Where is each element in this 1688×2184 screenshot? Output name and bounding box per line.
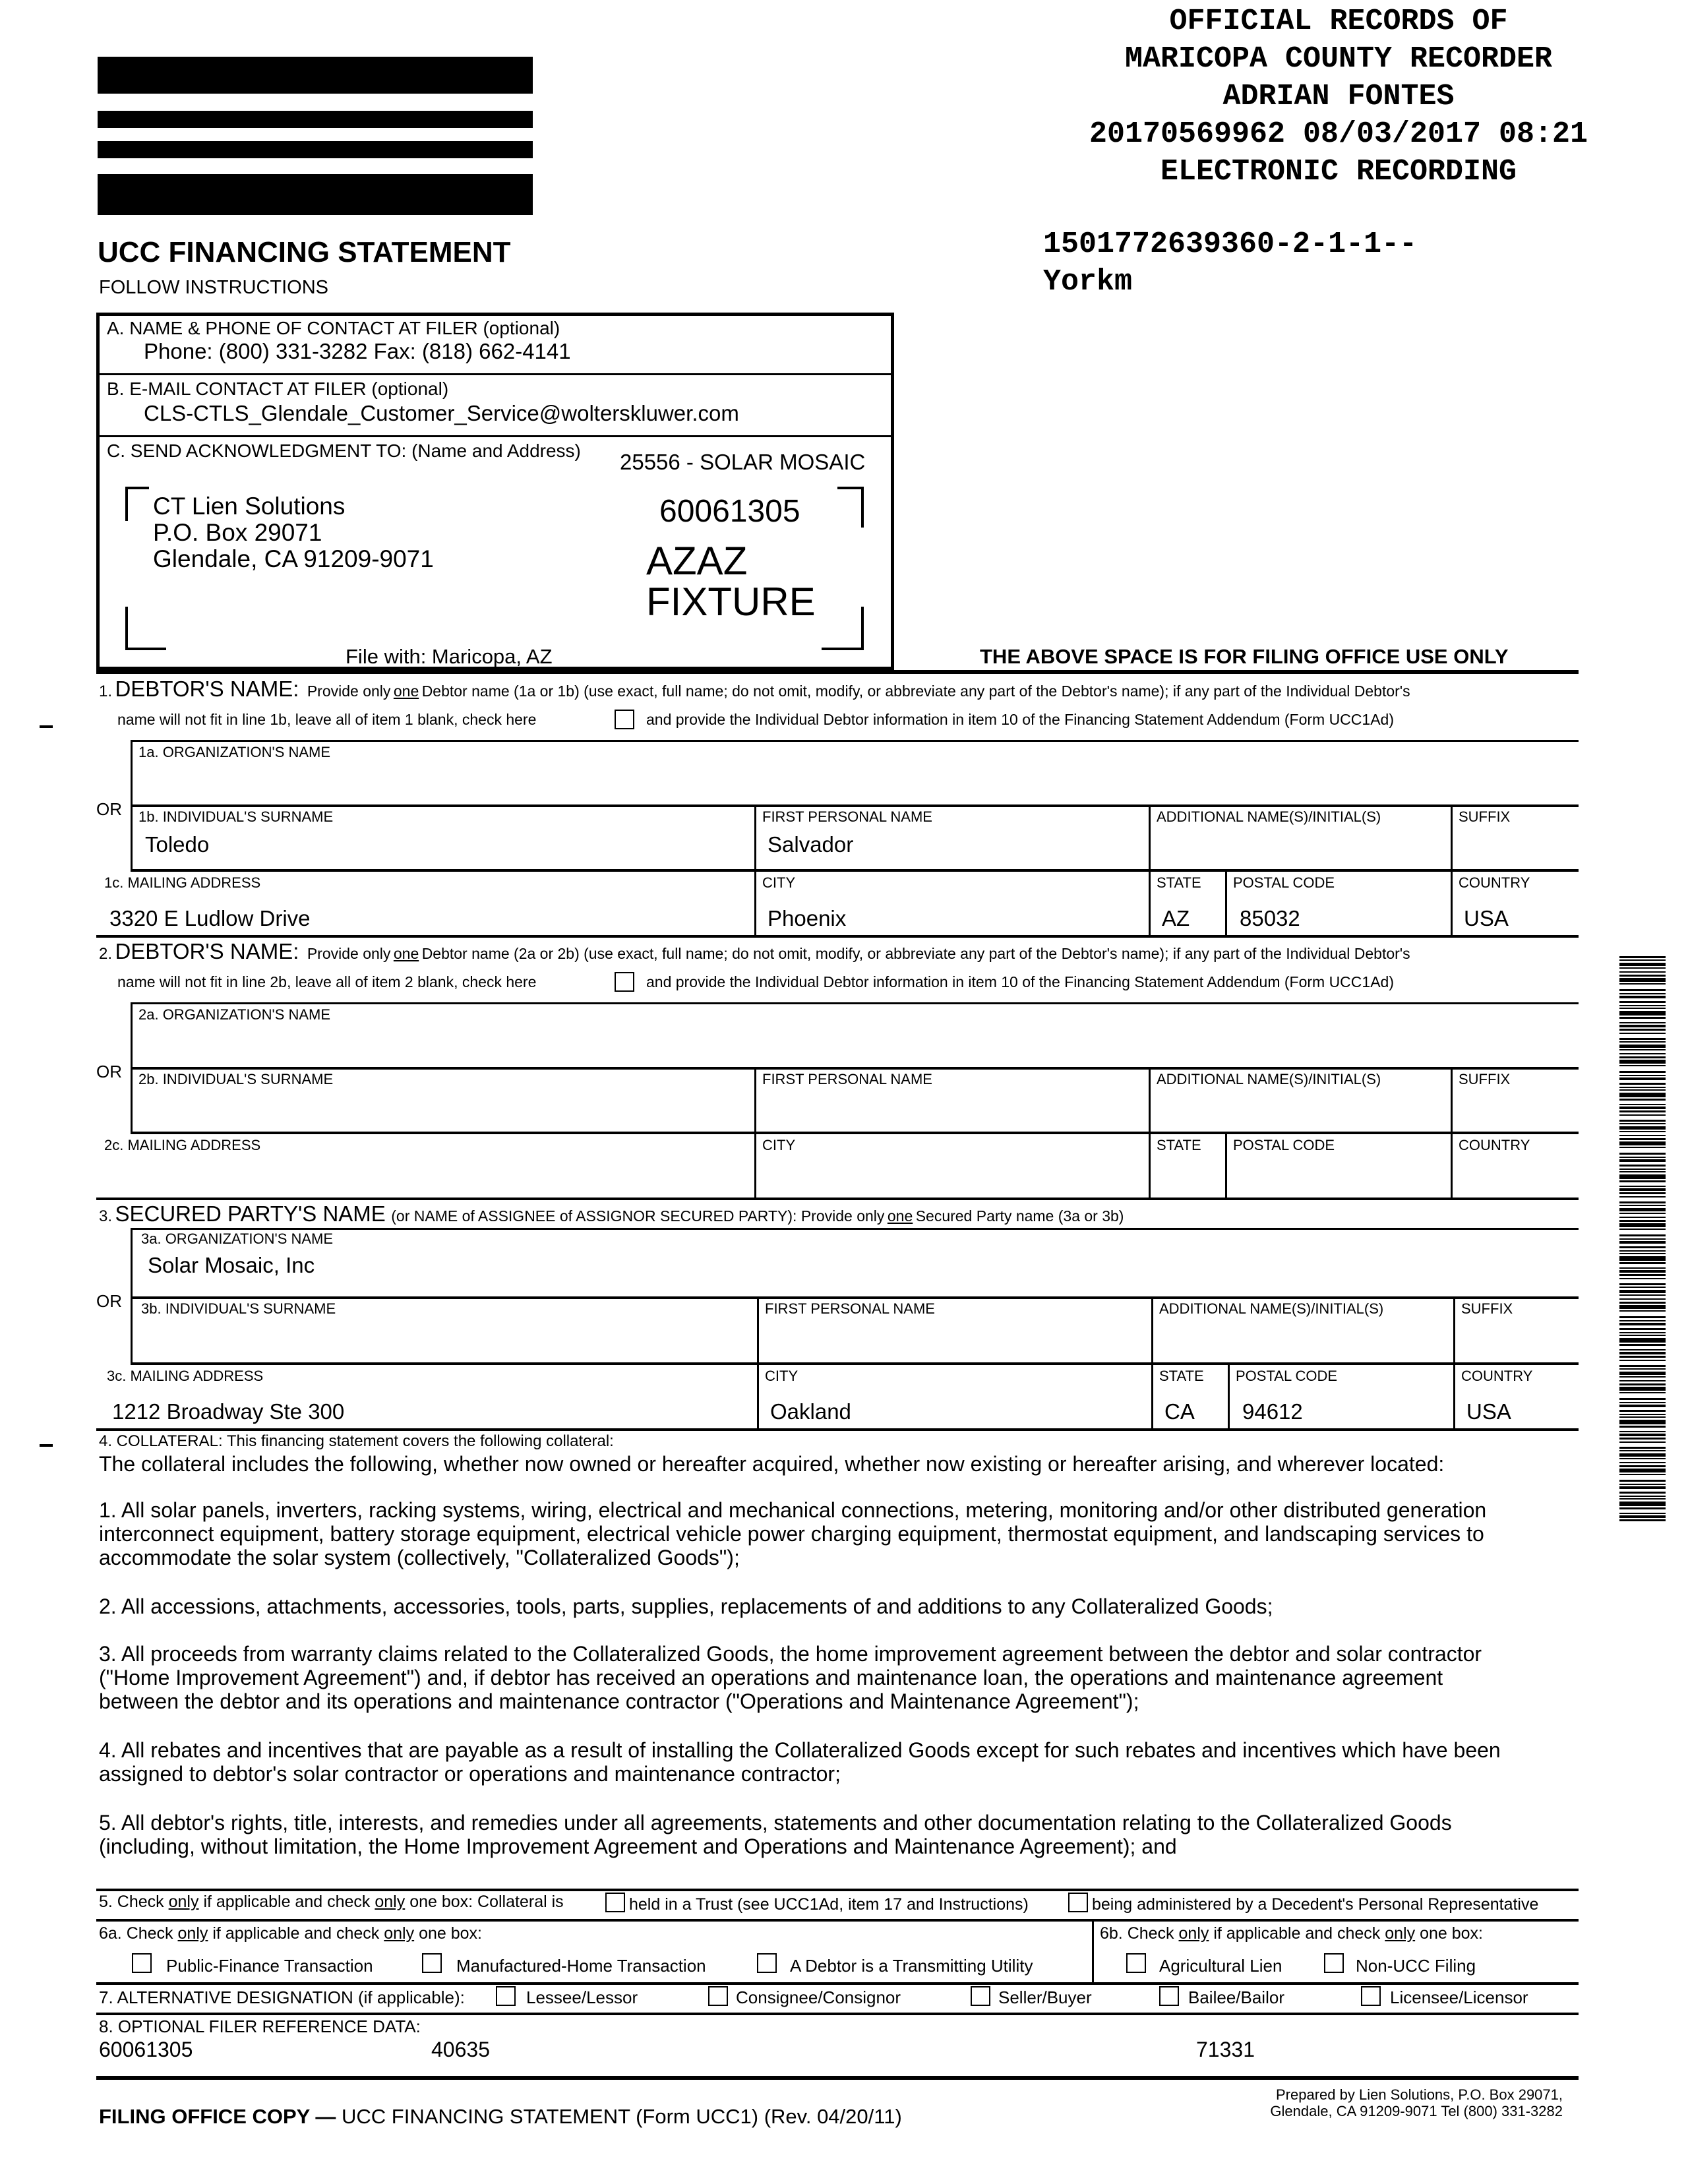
footer-form-name: FILING OFFICE COPY — UCC FINANCING STATEMENT (Form UCC1) (Rev. 04/20/11): [99, 2105, 902, 2128]
debtor1-state-label: STATE: [1157, 874, 1201, 891]
lessee-label: Lessee/Lessor: [526, 1987, 638, 2007]
debtor1-city: Phoenix: [768, 906, 847, 930]
item5-decedent-checkbox[interactable]: [1068, 1893, 1088, 1912]
item6b-label: 6b. Check only if applicable and check only one box:: [1100, 1924, 1483, 1943]
collateral-intro: The collateral includes the following, whether now owned or hereafter acquired, whether now existing or hereafter arising, and wherever located:: [99, 1452, 1445, 1476]
debtor2-surname-label: 2b. INDIVIDUAL'S SURNAME: [138, 1071, 334, 1087]
contact-b-label: B. E-MAIL CONTACT AT FILER (optional): [107, 379, 449, 399]
manufactured-home-checkbox[interactable]: [422, 1953, 442, 1973]
recorder-ref2: Yorkm: [1043, 265, 1133, 299]
recorder-line1: OFFICIAL RECORDS OF: [1169, 5, 1508, 38]
debtor1-mail: 3320 E Ludlow Drive: [109, 906, 311, 930]
contact-c-code: 25556 - SOLAR MOSAIC: [620, 450, 866, 474]
ack-name: CT Lien Solutions: [153, 493, 346, 520]
file-with: File with: Maricopa, AZ: [346, 645, 553, 668]
secured-surname-label: 3b. INDIVIDUAL'S SURNAME: [141, 1300, 336, 1317]
debtor1-suffix-label: SUFFIX: [1459, 808, 1511, 825]
collateral-p3-line1: 3. All proceeds from warranty claims related to the Collateralized Goods, the home improvement agreement between the debtor and solar contractor: [99, 1642, 1482, 1666]
ack-azaz: AZAZ: [646, 539, 748, 583]
lessee-checkbox[interactable]: [496, 1986, 516, 2006]
transmitting-utility-checkbox[interactable]: [757, 1953, 777, 1973]
item8-value2: 40635: [431, 2038, 490, 2061]
debtor2-postal-label: POSTAL CODE: [1233, 1137, 1335, 1153]
consignee-checkbox[interactable]: [708, 1986, 728, 2006]
debtor2-instr-line2b: and provide the Individual Debtor information in item 10 of the Financing Statement Addendum (Form UCC1Ad): [646, 973, 1394, 990]
debtor1-surname-label: 1b. INDIVIDUAL'S SURNAME: [138, 808, 334, 825]
collateral-p1-line2: interconnect equipment, battery storage equipment, electrical vehicle power charging equipment, thermostat equipment, and landscaping services to: [99, 1522, 1484, 1546]
debtor1-city-label: CITY: [762, 874, 796, 891]
secured-country: USA: [1466, 1399, 1511, 1424]
debtor2-first-label: FIRST PERSONAL NAME: [762, 1071, 932, 1087]
recorder-ref: [1043, 226, 1417, 301]
debtor2-org-label: 2a. ORGANIZATION'S NAME: [138, 1006, 331, 1023]
collateral-text: [99, 1452, 1576, 1858]
item8-value1: 60061305: [99, 2038, 193, 2061]
ack-address: [153, 493, 434, 572]
debtor2-individual-checkbox[interactable]: [615, 972, 634, 992]
filing-office-space: THE ABOVE SPACE IS FOR FILING OFFICE USE ONLY: [980, 645, 1509, 668]
debtor1-first: Salvador: [768, 832, 854, 857]
agricultural-lien-checkbox[interactable]: [1126, 1953, 1146, 1973]
debtor2-mail-label: 2c. MAILING ADDRESS: [104, 1137, 261, 1153]
ack-codes: [646, 541, 816, 622]
ack-fixture: FIXTURE: [646, 580, 816, 624]
follow-instructions: FOLLOW INSTRUCTIONS: [99, 277, 329, 298]
non-ucc-label: Non-UCC Filing: [1356, 1956, 1476, 1976]
recorder-line2: MARICOPA COUNTY RECORDER: [1124, 42, 1553, 76]
item7-label: 7. ALTERNATIVE DESIGNATION (if applicable):: [99, 1987, 465, 2007]
contact-a-label: A. NAME & PHONE OF CONTACT AT FILER (optional): [107, 318, 560, 338]
debtor1-first-label: FIRST PERSONAL NAME: [762, 808, 932, 825]
recorder-line4: 20170569962 08/03/2017 08:21: [1089, 117, 1588, 151]
agricultural-lien-label: Agricultural Lien: [1159, 1956, 1282, 1976]
secured-heading: 3. SECURED PARTY'S NAME (or NAME of ASSIGNEE of ASSIGNOR SECURED PARTY): Provide only one Secured Party name (3a or 3b): [99, 1201, 1124, 1226]
margin-mark: [40, 725, 53, 728]
footer-prepared-by: Prepared by Lien Solutions, P.O. Box 29071, Glendale, CA 91209-9071 Tel (800) 331-3282: [1270, 2086, 1563, 2119]
recorder-line3: ADRIAN FONTES: [1222, 80, 1455, 113]
licensee-label: Licensee/Licensor: [1390, 1987, 1528, 2007]
secured-postal-label: POSTAL CODE: [1236, 1368, 1338, 1384]
debtor2-instr-line2: name will not fit in line 2b, leave all of item 2 blank, check here: [117, 973, 537, 990]
debtor1-instr-line2b: and provide the Individual Debtor information in item 10 of the Financing Statement Addendum (Form UCC1Ad): [646, 711, 1394, 728]
debtor2-addl-label: ADDITIONAL NAME(S)/INITIAL(S): [1157, 1071, 1381, 1087]
debtor1-heading: 1. DEBTOR'S NAME: Provide only one Debtor name (1a or 1b) (use exact, full name; do not omit, modify, or abbreviate any part of the Debtor's name); if any part of the Individual Debtor's: [99, 677, 1410, 701]
debtor2-city-label: CITY: [762, 1137, 796, 1153]
collateral-p1-line3: accommodate the solar system (collectively, "Collateralized Goods");: [99, 1546, 740, 1569]
seller-label: Seller/Buyer: [998, 1987, 1092, 2007]
item5-trust-checkbox[interactable]: [605, 1893, 625, 1912]
item8-label: 8. OPTIONAL FILER REFERENCE DATA:: [99, 2017, 421, 2036]
licensee-checkbox[interactable]: [1361, 1986, 1381, 2006]
secured-or: OR: [96, 1291, 122, 1311]
debtor1-postal: 85032: [1240, 906, 1300, 930]
item5-label: 5. Check only if applicable and check only one box: Collateral is: [99, 1893, 564, 1911]
item5-trust-label: held in a Trust (see UCC1Ad, item 17 and Instructions): [629, 1895, 1029, 1914]
consignee-label: Consignee/Consignor: [736, 1987, 901, 2007]
recorder-stamp: [1002, 3, 1675, 191]
secured-state: CA: [1164, 1399, 1195, 1424]
ack-number: 60061305: [659, 494, 800, 529]
secured-city-label: CITY: [765, 1368, 799, 1384]
secured-mail-label: 3c. MAILING ADDRESS: [107, 1368, 264, 1384]
debtor2-state-label: STATE: [1157, 1137, 1201, 1153]
debtor1-org-label: 1a. ORGANIZATION'S NAME: [138, 744, 331, 760]
debtor2-country-label: COUNTRY: [1459, 1137, 1530, 1153]
debtor1-postal-label: POSTAL CODE: [1233, 874, 1335, 891]
recorder-line5: ELECTRONIC RECORDING: [1160, 155, 1517, 189]
secured-country-label: COUNTRY: [1461, 1368, 1533, 1384]
public-finance-checkbox[interactable]: [132, 1953, 152, 1973]
debtor1-or: OR: [96, 799, 122, 819]
bailee-checkbox[interactable]: [1159, 1986, 1179, 2006]
seller-checkbox[interactable]: [971, 1986, 990, 2006]
secured-state-label: STATE: [1159, 1368, 1204, 1384]
transmitting-utility-label: A Debtor is a Transmitting Utility: [790, 1956, 1033, 1976]
ack-addr1: P.O. Box 29071: [153, 519, 322, 546]
collateral-p4-line2: assigned to debtor's solar contractor or operations and maintenance contractor;: [99, 1762, 841, 1786]
secured-postal: 94612: [1242, 1399, 1303, 1424]
contact-b-value: CLS-CTLS_Glendale_Customer_Service@wolterskluwer.com: [144, 401, 739, 425]
secured-addl-label: ADDITIONAL NAME(S)/INITIAL(S): [1159, 1300, 1384, 1317]
barcode: [1619, 956, 1666, 1530]
collateral-p2-line1: 2. All accessions, attachments, accessories, tools, parts, supplies, replacements of and additions to any Collateralized Goods;: [99, 1594, 1273, 1618]
debtor1-mail-label: 1c. MAILING ADDRESS: [104, 874, 261, 891]
debtor1-individual-checkbox[interactable]: [615, 710, 634, 729]
secured-city: Oakland: [770, 1399, 851, 1424]
secured-mail: 1212 Broadway Ste 300: [112, 1399, 345, 1424]
debtor1-country: USA: [1464, 906, 1509, 930]
debtor2-suffix-label: SUFFIX: [1459, 1071, 1511, 1087]
bailee-label: Bailee/Bailor: [1188, 1987, 1284, 2007]
item6a-label: 6a. Check only if applicable and check only one box:: [99, 1924, 482, 1943]
secured-org: Solar Mosaic, Inc: [148, 1253, 315, 1277]
debtor1-addl-label: ADDITIONAL NAME(S)/INITIAL(S): [1157, 808, 1381, 825]
recorder-ref1: 1501772639360-2-1-1--: [1043, 228, 1418, 261]
collateral-label: 4. COLLATERAL: This financing statement covers the following collateral:: [99, 1432, 614, 1450]
debtor1-state: AZ: [1162, 906, 1190, 930]
item5-decedent-label: being administered by a Decedent's Personal Representative: [1092, 1895, 1539, 1914]
collateral-p1-line1: 1. All solar panels, inverters, racking systems, wiring, electrical and mechanical connections, metering, monitoring and/or other distributed generation: [99, 1498, 1487, 1522]
page-title: UCC FINANCING STATEMENT: [98, 236, 511, 268]
debtor1-country-label: COUNTRY: [1459, 874, 1530, 891]
collateral-p3-line2: ("Home Improvement Agreement") and, if debtor has received an operations and maintenance loan, the operations and maintenance agreement: [99, 1666, 1443, 1689]
margin-mark: [40, 1444, 53, 1447]
secured-org-label: 3a. ORGANIZATION'S NAME: [141, 1230, 334, 1247]
manufactured-home-label: Manufactured-Home Transaction: [456, 1956, 706, 1976]
collateral-p4-line1: 4. All rebates and incentives that are payable as a result of installing the Collateralized Goods except for such rebates and incentives which have been: [99, 1738, 1501, 1762]
collateral-p5-line2: (including, without limitation, the Home Improvement Agreement and Operations and Maintenance Agreement); and: [99, 1835, 1177, 1858]
debtor1-instr-line2: name will not fit in line 1b, leave all of item 1 blank, check here: [117, 711, 537, 728]
contact-a-value: Phone: (800) 331-3282 Fax: (818) 662-4141: [144, 339, 571, 363]
collateral-p3-line3: between the debtor and its operations and maintenance contractor ("Operations and Maintenance Agreement");: [99, 1689, 1139, 1713]
ack-addr2: Glendale, CA 91209-9071: [153, 545, 434, 572]
collateral-p5-line1: 5. All debtor's rights, title, interests, and remedies under all agreements, statements and other documentation relating to the Collateralized Goods: [99, 1811, 1452, 1835]
non-ucc-checkbox[interactable]: [1324, 1953, 1344, 1973]
secured-first-label: FIRST PERSONAL NAME: [765, 1300, 935, 1317]
secured-suffix-label: SUFFIX: [1461, 1300, 1513, 1317]
item8-value3: 71331: [1196, 2038, 1255, 2061]
debtor2-or: OR: [96, 1062, 122, 1081]
debtor2-heading: 2. DEBTOR'S NAME: Provide only one Debtor name (2a or 2b) (use exact, full name; do not omit, modify, or abbreviate any part of the Debtor's name); if any part of the Individual Debtor's: [99, 939, 1410, 963]
debtor1-surname: Toledo: [145, 832, 210, 857]
public-finance-label: Public-Finance Transaction: [166, 1956, 373, 1976]
contact-c-label: C. SEND ACKNOWLEDGMENT TO: (Name and Address): [107, 440, 581, 461]
